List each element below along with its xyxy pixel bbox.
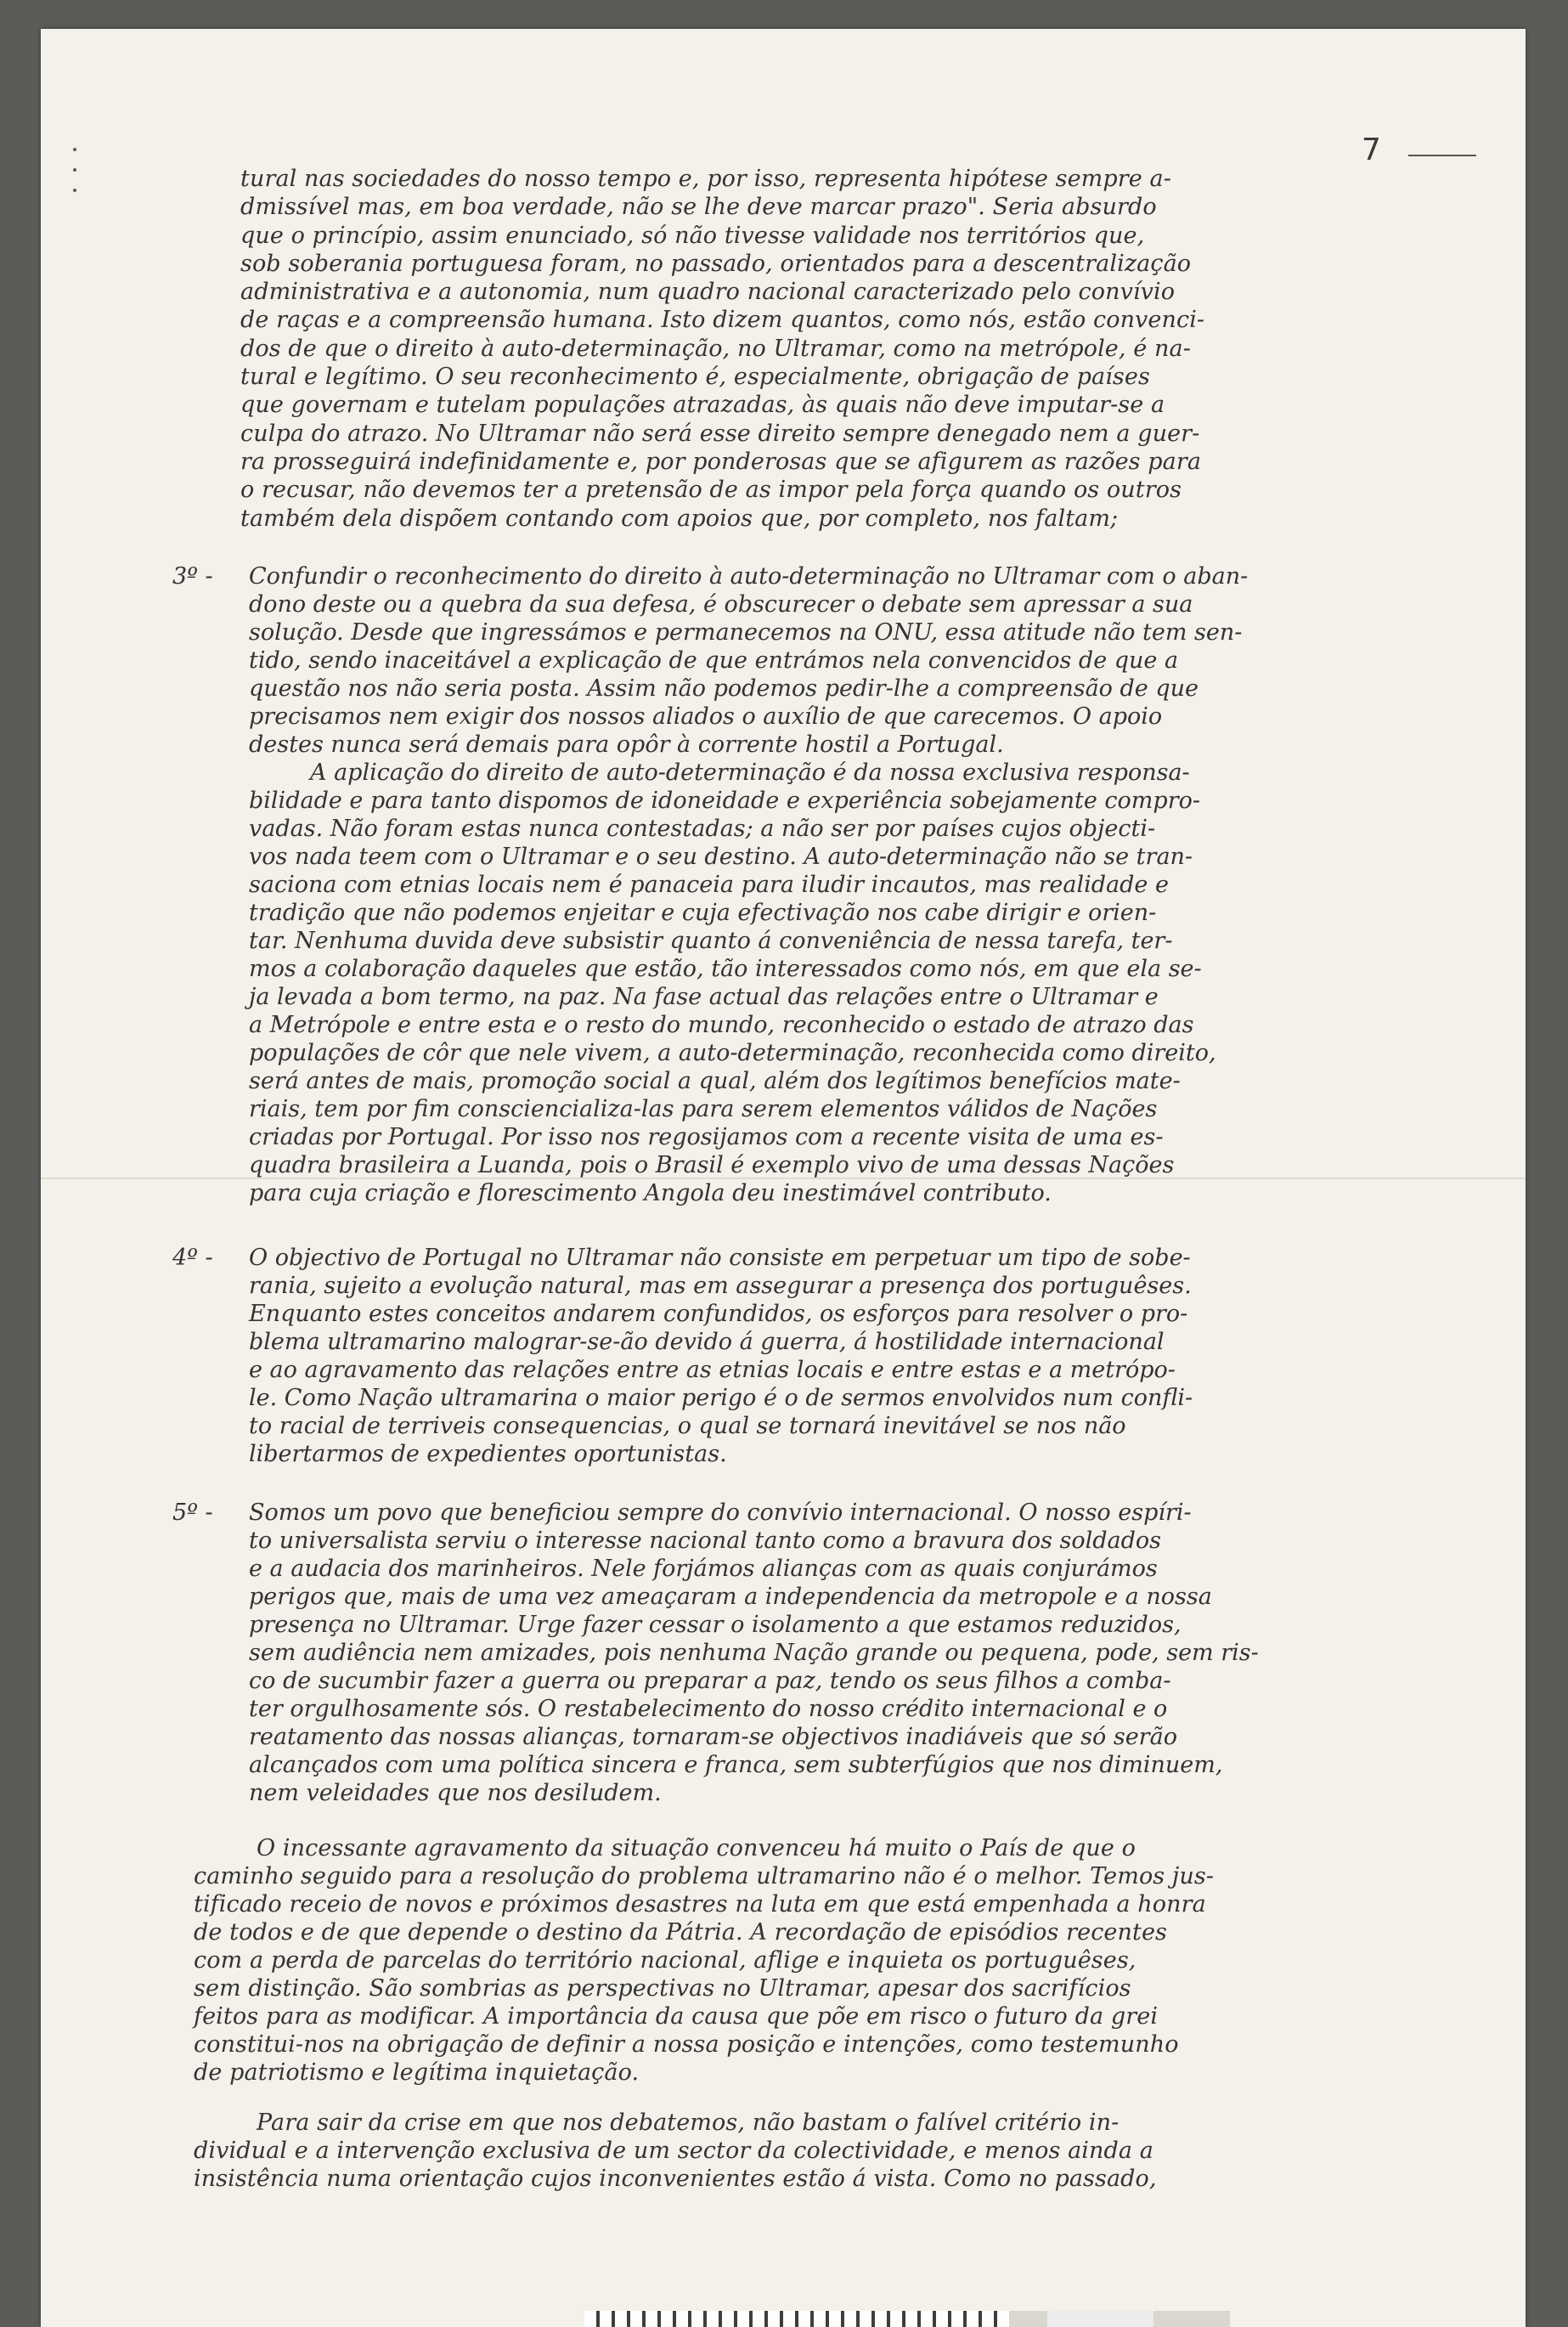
text-line: quadra brasileira a Luanda, pois o Brasil é exemplo vivo de uma dessas Nações	[249, 1152, 1175, 1178]
text-line: dos de que o direito à auto-determinação, no Ultramar, como na metrópole, é na-	[240, 335, 1191, 362]
text-line: tificado receio de novos e próximos desastres na luta em que está empenhada a honra	[194, 1891, 1206, 1918]
numbered-item-4	[172, 1244, 1485, 1482]
text-line: bilidade e para tanto dispomos de idoneidade e experiência sobejamente compro-	[249, 788, 1200, 814]
text-line: A aplicação do direito de auto-determinação é da nossa exclusiva responsa-	[310, 760, 1190, 786]
text-line: criadas por Portugal. Por isso nos regosijamos com a recente visita de uma es-	[249, 1124, 1164, 1150]
text-line: Somos um povo que beneficiou sempre do convívio internacional. O nosso espíri-	[249, 1500, 1192, 1526]
text-line: feitos para as modificar. A importância da causa que põe em risco o futuro da grei	[194, 2003, 1159, 2030]
text-line: tradição que não podemos enjeitar e cuja efectivação nos cabe dirigir e orien-	[249, 900, 1157, 926]
item-body	[249, 1499, 1485, 1807]
text-line: administrativa e a autonomia, num quadro nacional caracterizado pelo convívio	[240, 279, 1176, 306]
text-line: de raças e a compreensão humana. Isto dizem quantos, como nós, estão convenci-	[240, 307, 1205, 334]
text-line: to racial de terriveis consequencias, o qual se tornará inevitável se nos não	[249, 1413, 1126, 1439]
text-line: para cuja criação e florescimento Angola deu inestimável contributo.	[249, 1180, 1052, 1206]
color-scale	[1009, 2311, 1230, 2327]
text-line: dmissível mas, em boa verdade, não se lhe deve marcar prazo". Seria absurdo	[240, 194, 1157, 221]
item-body	[249, 1244, 1485, 1468]
text-line: rania, sujeito a evolução natural, mas em assegurar a presença dos portuguêses.	[249, 1273, 1192, 1299]
text-line: de patriotismo e legítima inquietação.	[194, 2059, 640, 2086]
text-line: populações de côr que nele vivem, a auto-determinação, reconhecida como direito,	[249, 1040, 1216, 1066]
numbered-item-3	[172, 562, 1485, 1235]
text-line: blema ultramarino malograr-se-ão devido á guerra, á hostilidade internacional	[249, 1329, 1165, 1355]
binding-marks	[73, 148, 78, 233]
text-line: Para sair da crise em que nos debatemos, não bastam o falível critério in-	[257, 2110, 1120, 2136]
text-line: que governam e tutelam populações atrazadas, às quais não deve imputar-se a	[240, 392, 1165, 419]
page-number-rule	[1408, 155, 1476, 156]
text-line: será antes de mais, promoção social a qual, além dos legítimos benefícios mate-	[249, 1068, 1181, 1094]
text-line: ter orgulhosamente sós. O restabelecimento do nosso crédito internacional e o	[249, 1696, 1168, 1722]
body-paragraph	[194, 2109, 1485, 2193]
text-line: libertarmos de expedientes oportunistas.	[249, 1441, 727, 1467]
text-line: O objectivo de Portugal no Ultramar não consiste em perpetuar um tipo de sobe-	[249, 1245, 1191, 1271]
item-body	[249, 562, 1485, 1207]
scale-ruler	[584, 2311, 1009, 2327]
text-line: saciona com etnias locais nem é panaceia para iludir incautos, mas realidade e	[249, 872, 1169, 898]
text-line: solução. Desde que ingressámos e permanecemos na ONU, essa atitude não tem sen-	[249, 619, 1243, 646]
text-line: a Metrópole e entre esta e o resto do mundo, reconhecido o estado de atrazo das	[249, 1012, 1194, 1038]
text-line: insistência numa orientação cujos inconvenientes estão á vista. Como no passado,	[194, 2166, 1157, 2192]
text-line: com a perda de parcelas do território nacional, aflige e inquieta os portuguêses,	[194, 1947, 1137, 1974]
text-line: tural e legítimo. O seu reconhecimento é, especialmente, obrigação de países	[240, 364, 1150, 391]
text-line: sob soberania portuguesa foram, no passado, orientados para a descentralização	[240, 250, 1192, 277]
text-line: mos a colaboração daqueles que estão, tão interessados como nós, em que ela se-	[249, 956, 1202, 982]
text-line: constitui-nos na obrigação de definir a nossa posição e intenções, como testemunho	[194, 2031, 1179, 2058]
body-paragraph	[194, 1834, 1485, 2087]
text-line: vos nada teem com o Ultramar e o seu destino. A auto-determinação não se tran-	[249, 844, 1193, 870]
item-number-label: 3º -	[172, 563, 213, 590]
text-line: presença no Ultramar. Urge fazer cessar o isolamento a que estamos reduzidos,	[249, 1612, 1182, 1638]
text-line: ra prosseguirá indefinidamente e, por ponderosas que se afigurem as razões para	[240, 448, 1202, 475]
text-line: o recusar, não devemos ter a pretensão de as impor pela força quando os outros	[240, 477, 1182, 504]
binding-mark	[73, 148, 76, 151]
document-page	[41, 29, 1526, 2327]
text-line: alcançados com uma política sincera e franca, sem subterfúgios que nos diminuem,	[249, 1752, 1223, 1778]
numbered-item-5	[172, 1499, 1485, 1821]
text-line: le. Como Nação ultramarina o maior perigo é o de sermos envolvidos num confli-	[249, 1385, 1193, 1411]
text-line: O incessante agravamento da situação convenceu há muito o País de que o	[257, 1835, 1136, 1861]
text-line: também dela dispõem contando com apoios que, por completo, nos faltam;	[240, 505, 1119, 532]
text-line: caminho seguido para a resolução do problema ultramarino não é o melhor. Temos jus-	[194, 1863, 1215, 1889]
text-line: de todos e de que depende o destino da Pátria. A recordação de episódios recentes	[194, 1919, 1167, 1946]
text-line: tido, sendo inaceitável a explicação de que entrámos nela convencidos de que a	[249, 647, 1179, 674]
text-line: dividual e a intervenção exclusiva de um sector da colectividade, e menos ainda a	[194, 2138, 1153, 2164]
text-line: precisamos nem exigir dos nossos aliados o auxílio de que carecemos. O apoio	[249, 703, 1163, 730]
text-line: tural nas sociedades do nosso tempo e, por isso, representa hipótese sempre a-	[240, 166, 1171, 192]
item-number-label: 5º -	[172, 1500, 213, 1526]
text-line: dono deste ou a quebra da sua defesa, é obscurecer o debate sem apressar a sua	[249, 591, 1193, 618]
text-line: destes nunca será demais para opôr à corrente hostil a Portugal.	[249, 731, 1004, 758]
binding-mark	[73, 168, 76, 172]
page-number: 7	[1362, 133, 1381, 167]
text-line: co de sucumbir fazer a guerra ou preparar a paz, tendo os seus filhos a comba-	[249, 1668, 1171, 1694]
item-number-label: 4º -	[172, 1245, 213, 1271]
continuation-paragraph	[240, 165, 1481, 533]
text-line: reatamento das nossas alianças, tornaram-se objectivos inadiáveis que só serão	[249, 1724, 1177, 1750]
text-line: Confundir o reconhecimento do direito à auto-determinação no Ultramar com o aban-	[249, 563, 1249, 590]
text-line: sem distinção. São sombrias as perspectivas no Ultramar, apesar dos sacrifícios	[194, 1975, 1131, 2002]
text-line: culpa do atrazo. No Ultramar não será esse direito sempre denegado nem a guer-	[240, 420, 1200, 447]
text-line: sem audiência nem amizades, pois nenhuma Nação grande ou pequena, pode, sem ris-	[249, 1640, 1259, 1666]
text-line: ja levada a bom termo, na paz. Na fase actual das relações entre o Ultramar e	[249, 984, 1159, 1010]
text-line: riais, tem por fim consciencializa-las para serem elementos válidos de Nações	[249, 1096, 1158, 1122]
text-line: que o princípio, assim enunciado, só não tivesse validade nos territórios que,	[240, 222, 1145, 249]
text-line: Enquanto estes conceitos andarem confundidos, os esforços para resolver o pro-	[249, 1301, 1188, 1327]
text-line: tar. Nenhuma duvida deve subsistir quanto á conveniência de nessa tarefa, ter-	[249, 928, 1173, 954]
text-line: perigos que, mais de uma vez ameaçaram a independencia da metropole e a nossa	[249, 1584, 1212, 1610]
text-line: vadas. Não foram estas nunca contestadas; a não ser por países cujos objecti-	[249, 816, 1156, 842]
text-line: questão nos não seria posta. Assim não podemos pedir-lhe a compreensão de que	[249, 675, 1199, 702]
text-line: e a audacia dos marinheiros. Nele forjámos alianças com as quais conjurámos	[249, 1556, 1158, 1582]
text-line: e ao agravamento das relações entre as etnias locais e entre estas e a metrópo-	[249, 1357, 1176, 1383]
text-line: nem veleidades que nos desiludem.	[249, 1780, 662, 1806]
binding-mark	[73, 189, 76, 192]
text-line: to universalista serviu o interesse nacional tanto como a bravura dos soldados	[249, 1528, 1162, 1554]
